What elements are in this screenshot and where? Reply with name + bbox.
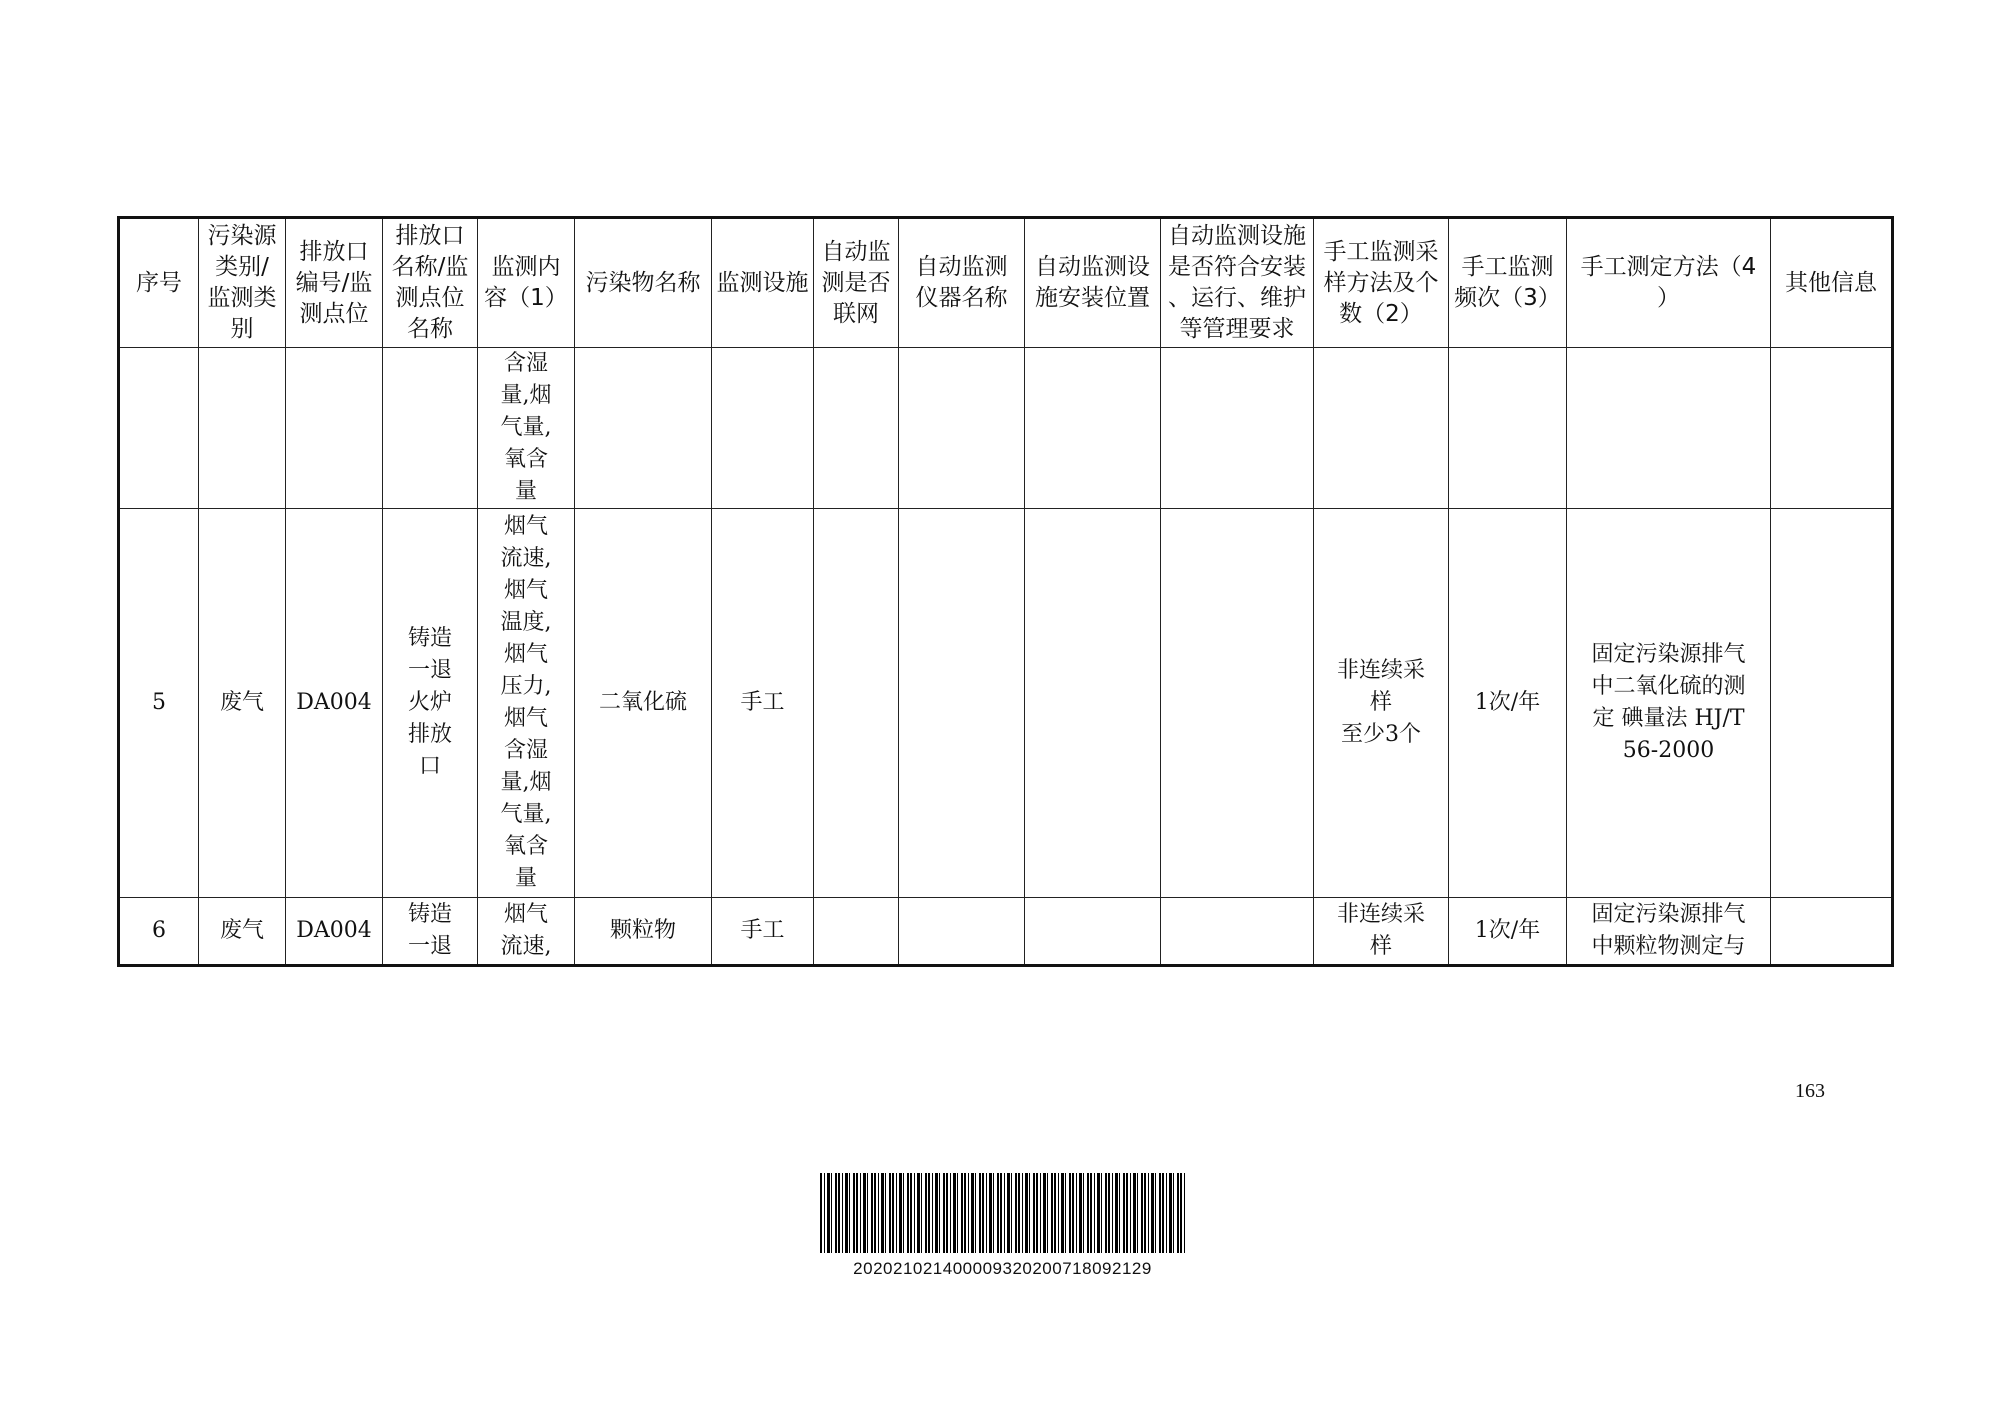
table-cell: 1次/年 (1449, 898, 1567, 966)
table-cell (119, 348, 199, 509)
monitoring-table (117, 216, 1894, 967)
table-cell (1025, 509, 1161, 898)
table-cell (1449, 348, 1567, 509)
table-cell (1161, 898, 1314, 966)
table-cell: 铸造 一退 火炉 排放 口 (383, 509, 478, 898)
table-cell (814, 348, 899, 509)
table-cell (899, 348, 1025, 509)
table-cell: 非连续采 样 (1314, 898, 1449, 966)
barcode-image (820, 1173, 1185, 1253)
table-cell (1161, 348, 1314, 509)
header-cell: 手工监测采 样方法及个 数（2） (1314, 218, 1449, 348)
table-cell (899, 509, 1025, 898)
table-cell (712, 348, 814, 509)
header-cell: 污染源 类别/ 监测类 别 (199, 218, 286, 348)
header-cell: 污染物名称 (575, 218, 712, 348)
table-cell: 废气 (199, 509, 286, 898)
table-cell: 颗粒物 (575, 898, 712, 966)
table-cell: 含湿 量,烟 气量, 氧含 量 (478, 348, 575, 509)
table-cell (1025, 348, 1161, 509)
header-cell: 手工测定方法（4 ） (1567, 218, 1771, 348)
table-cell (1567, 348, 1771, 509)
table-cell: DA004 (286, 898, 383, 966)
table-cell: 二氧化硫 (575, 509, 712, 898)
header-cell: 序号 (119, 218, 199, 348)
header-cell: 自动监测 仪器名称 (899, 218, 1025, 348)
table-header-row (119, 218, 1893, 348)
table-cell (814, 898, 899, 966)
table-cell: 固定污染源排气 中颗粒物测定与 (1567, 898, 1771, 966)
table-cell (1025, 898, 1161, 966)
table-cell: 烟气 流速, 烟气 温度, 烟气 压力, 烟气 含湿 量,烟 气量, 氧含 量 (478, 509, 575, 898)
table-cell (899, 898, 1025, 966)
table-cell (286, 348, 383, 509)
header-cell: 排放口 编号/监 测点位 (286, 218, 383, 348)
table-cell: 废气 (199, 898, 286, 966)
table-cell (1771, 509, 1893, 898)
barcode-number: 20202102140000932020071809212​9 (853, 1259, 1152, 1278)
page-number: 163 (1795, 1080, 1825, 1102)
table-cell: 1次/年 (1449, 509, 1567, 898)
table-cell (1161, 509, 1314, 898)
table-row (119, 348, 1893, 509)
table-cell (1314, 348, 1449, 509)
header-cell: 自动监测设施 是否符合安装 、运行、维护 等管理要求 (1161, 218, 1314, 348)
header-cell: 排放口 名称/监 测点位 名称 (383, 218, 478, 348)
header-cell: 监测内 容（1） (478, 218, 575, 348)
table-cell: 烟气 流速, (478, 898, 575, 966)
table-cell: 手工 (712, 509, 814, 898)
table-cell: 手工 (712, 898, 814, 966)
table-cell: 非连续采 样 至少3个 (1314, 509, 1449, 898)
table-cell (1771, 898, 1893, 966)
header-cell: 自动监 测是否 联网 (814, 218, 899, 348)
table-cell: 6 (119, 898, 199, 966)
table-cell: 5 (119, 509, 199, 898)
table-cell (575, 348, 712, 509)
header-cell: 自动监测设 施安装位置 (1025, 218, 1161, 348)
table-row (119, 509, 1893, 898)
table-cell: 固定污染源排气 中二氧化硫的测 定 碘量法 HJ/T 56-2000 (1567, 509, 1771, 898)
header-cell: 手工监测 频次（3） (1449, 218, 1567, 348)
header-cell: 监测设施 (712, 218, 814, 348)
table-cell: DA004 (286, 509, 383, 898)
table-cell (814, 509, 899, 898)
table-cell (383, 348, 478, 509)
table-cell (1771, 348, 1893, 509)
table-cell (199, 348, 286, 509)
table-row (119, 898, 1893, 966)
table-cell: 铸造 一退 (383, 898, 478, 966)
header-cell: 其他信息 (1771, 218, 1893, 348)
